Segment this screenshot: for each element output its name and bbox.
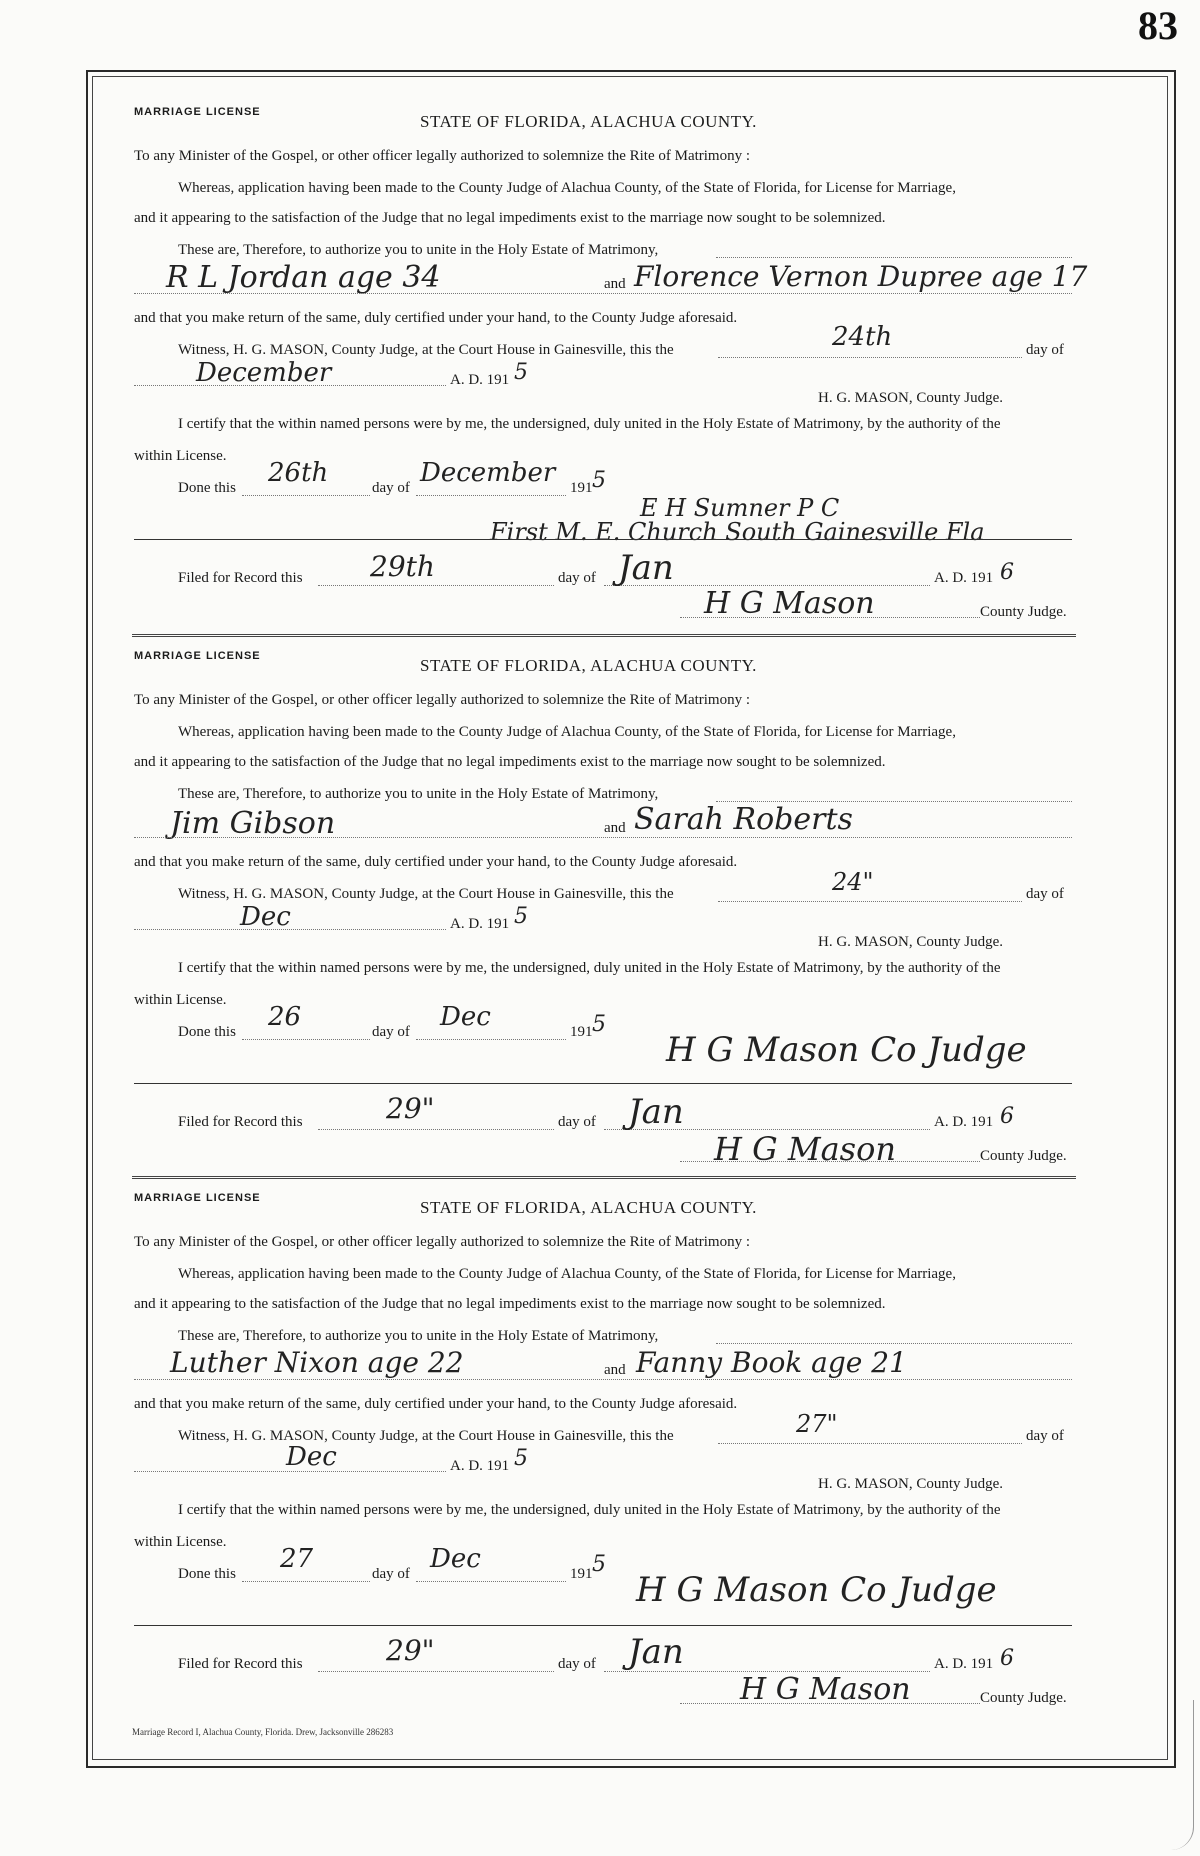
rule [680, 616, 980, 618]
officiant-signature: E H Sumner P C [640, 494, 840, 522]
done-this-word: Done this [178, 1566, 236, 1582]
officiant-church: First M. E. Church South Gainesville Fla [490, 518, 985, 546]
state-title: STATE OF FLORIDA, ALACHUA COUNTY. [420, 656, 757, 675]
done-month: Dec [430, 1544, 481, 1574]
within-line: within License. [134, 448, 227, 464]
minister-line: To any Minister of the Gospel, or other officer legally authorized to solemnize the Rite of Matrimony : [134, 692, 751, 708]
whereas-line: Whereas, application having been made to the County Judge of Alachua County, of the State of Florida, for License for Marriage, [178, 180, 956, 196]
license-label: MARRIAGE LICENSE [134, 650, 261, 662]
appearing-line: and it appearing to the satisfaction of the Judge that no legal impediments exist to the marriage now sought to be solemnized. [134, 1296, 886, 1312]
rule [718, 356, 1022, 358]
rule [134, 538, 1072, 540]
witness-month: December [196, 358, 332, 388]
witness-year: 5 [514, 904, 528, 929]
rule [134, 1082, 1072, 1084]
license-label: MARRIAGE LICENSE [134, 1192, 261, 1204]
done-month: Dec [440, 1002, 491, 1032]
rule [242, 1580, 370, 1582]
filed-year: 6 [1000, 560, 1014, 585]
groom-name: R L Jordan age 34 [166, 260, 441, 295]
minister-line: To any Minister of the Gospel, or other officer legally authorized to solemnize the Rite of Matrimony : [134, 148, 751, 164]
within-line: within License. [134, 1534, 227, 1550]
certify-line: I certify that the within named persons were by me, the undersigned, duly united in the Holy Estate of Matrimony, by the authority of the [178, 416, 1001, 432]
filed-month: Jan [628, 1632, 684, 1672]
year-word: 191 [570, 1566, 593, 1582]
rule [416, 1580, 566, 1582]
day-of-word: day of [1026, 886, 1064, 902]
rule [242, 1038, 370, 1040]
rule [718, 900, 1022, 902]
filed-year: 6 [1000, 1646, 1014, 1671]
bride-name: Sarah Roberts [634, 802, 853, 837]
judge-signature-line: H. G. MASON, County Judge. [818, 1476, 1004, 1492]
rule [134, 1624, 1072, 1626]
rule [680, 1160, 980, 1162]
bride-name: Fanny Book age 21 [636, 1346, 907, 1379]
section-separator [132, 634, 1076, 637]
witness-month: Dec [240, 902, 291, 932]
officiant-signature: H G Mason Co Judge [636, 1570, 997, 1610]
day-of-word: day of [372, 480, 410, 496]
judge-signature: H G Mason [714, 1130, 896, 1168]
section-separator [132, 1176, 1076, 1179]
state-title: STATE OF FLORIDA, ALACHUA COUNTY. [420, 112, 757, 131]
day-of-word: day of [372, 1024, 410, 1040]
return-line: and that you make return of the same, duly certified under your hand, to the County Judge aforesaid. [134, 854, 738, 870]
done-day: 26th [268, 458, 329, 488]
rule [318, 1128, 554, 1130]
filed-day: 29th [370, 550, 435, 583]
license-label: MARRIAGE LICENSE [134, 106, 261, 118]
year-word: 191 [570, 1024, 593, 1040]
appearing-line: and it appearing to the satisfaction of the Judge that no legal impediments exist to the marriage now sought to be solemnized. [134, 210, 886, 226]
rule [416, 494, 566, 496]
within-line: within License. [134, 992, 227, 1008]
judge-signature: H G Mason [740, 1672, 911, 1707]
day-of-word: day of [372, 1566, 410, 1582]
done-day: 27 [280, 1544, 314, 1574]
county-judge-word: County Judge. [980, 1148, 1067, 1164]
rule [416, 1038, 566, 1040]
witness-line: Witness, H. G. MASON, County Judge, at the Court House in Gainesville, this the [178, 886, 674, 902]
done-year: 5 [592, 468, 606, 493]
ad-word: A. D. 191 [450, 372, 510, 388]
day-of-word: day of [558, 1656, 596, 1672]
rule [680, 1702, 980, 1704]
these-line: These are, Therefore, to authorize you to unite in the Holy Estate of Matrimony, [178, 242, 659, 258]
witness-year: 5 [514, 1446, 528, 1471]
rule [716, 1342, 1072, 1344]
groom-name: Luther Nixon age 22 [170, 1346, 464, 1379]
filed-word: Filed for Record this [178, 570, 303, 586]
ad-filed-word: A. D. 191 [934, 1656, 994, 1672]
rule [134, 1378, 1072, 1380]
done-year: 5 [592, 1012, 606, 1037]
done-month: December [420, 458, 556, 488]
footer-imprint: Marriage Record I, Alachua County, Florida. Drew, Jacksonville 286283 [132, 1727, 394, 1737]
certify-line: I certify that the within named persons were by me, the undersigned, duly united in the Holy Estate of Matrimony, by the authority of the [178, 1502, 1001, 1518]
certify-line: I certify that the within named persons were by me, the undersigned, duly united in the Holy Estate of Matrimony, by the authority of the [178, 960, 1001, 976]
filed-month: Jan [618, 548, 674, 588]
witness-month: Dec [286, 1442, 337, 1472]
officiant-signature: H G Mason Co Judge [666, 1030, 1027, 1070]
state-title: STATE OF FLORIDA, ALACHUA COUNTY. [420, 1198, 757, 1217]
done-this-word: Done this [178, 1024, 236, 1040]
these-line: These are, Therefore, to authorize you to unite in the Holy Estate of Matrimony, [178, 786, 659, 802]
done-day: 26 [268, 1002, 302, 1032]
filed-word: Filed for Record this [178, 1656, 303, 1672]
page-number: 83 [1138, 3, 1178, 48]
county-judge-word: County Judge. [980, 1690, 1067, 1706]
minister-line: To any Minister of the Gospel, or other officer legally authorized to solemnize the Rite of Matrimony : [134, 1234, 751, 1250]
done-this-word: Done this [178, 480, 236, 496]
whereas-line: Whereas, application having been made to the County Judge of Alachua County, of the State of Florida, for License for Marriage, [178, 1266, 956, 1282]
filed-day: 29" [386, 1092, 435, 1125]
witness-line: Witness, H. G. MASON, County Judge, at the Court House in Gainesville, this the [178, 1428, 674, 1444]
rule [318, 1670, 554, 1672]
rule [242, 494, 370, 496]
page-edge-curve [1171, 1700, 1194, 1850]
appearing-line: and it appearing to the satisfaction of the Judge that no legal impediments exist to the marriage now sought to be solemnized. [134, 754, 886, 770]
groom-name: Jim Gibson [170, 806, 336, 841]
judge-signature: H G Mason [704, 586, 875, 621]
bride-name: Florence Vernon Dupree age 17 [634, 260, 1088, 293]
day-of-word: day of [558, 1114, 596, 1130]
year-word: 191 [570, 480, 593, 496]
judge-signature-line: H. G. MASON, County Judge. [818, 934, 1004, 950]
ad-filed-word: A. D. 191 [934, 1114, 994, 1130]
and-word: and [604, 1362, 626, 1378]
day-of-word: day of [1026, 1428, 1064, 1444]
whereas-line: Whereas, application having been made to the County Judge of Alachua County, of the State of Florida, for License for Marriage, [178, 724, 956, 740]
ad-word: A. D. 191 [450, 1458, 510, 1474]
ad-word: A. D. 191 [450, 916, 510, 932]
county-judge-word: County Judge. [980, 604, 1067, 620]
judge-signature-line: H. G. MASON, County Judge. [818, 390, 1004, 406]
witness-year: 5 [514, 360, 528, 385]
day-of-word: day of [1026, 342, 1064, 358]
witness-day: 24" [832, 868, 874, 896]
filed-month: Jan [628, 1092, 684, 1132]
rule [318, 584, 554, 586]
rule [716, 256, 1072, 258]
and-word: and [604, 276, 626, 292]
and-word: and [604, 820, 626, 836]
filed-year: 6 [1000, 1104, 1014, 1129]
rule [134, 836, 1072, 838]
filed-word: Filed for Record this [178, 1114, 303, 1130]
return-line: and that you make return of the same, duly certified under your hand, to the County Judge aforesaid. [134, 1396, 738, 1412]
done-year: 5 [592, 1552, 606, 1577]
witness-day: 24th [832, 322, 893, 352]
day-of-word: day of [558, 570, 596, 586]
return-line: and that you make return of the same, duly certified under your hand, to the County Judge aforesaid. [134, 310, 738, 326]
ad-filed-word: A. D. 191 [934, 570, 994, 586]
witness-line: Witness, H. G. MASON, County Judge, at the Court House in Gainesville, this the [178, 342, 674, 358]
witness-day: 27" [796, 1410, 838, 1438]
these-line: These are, Therefore, to authorize you to unite in the Holy Estate of Matrimony, [178, 1328, 659, 1344]
rule [718, 1442, 1022, 1444]
filed-day: 29" [386, 1634, 435, 1667]
rule [134, 292, 1072, 294]
